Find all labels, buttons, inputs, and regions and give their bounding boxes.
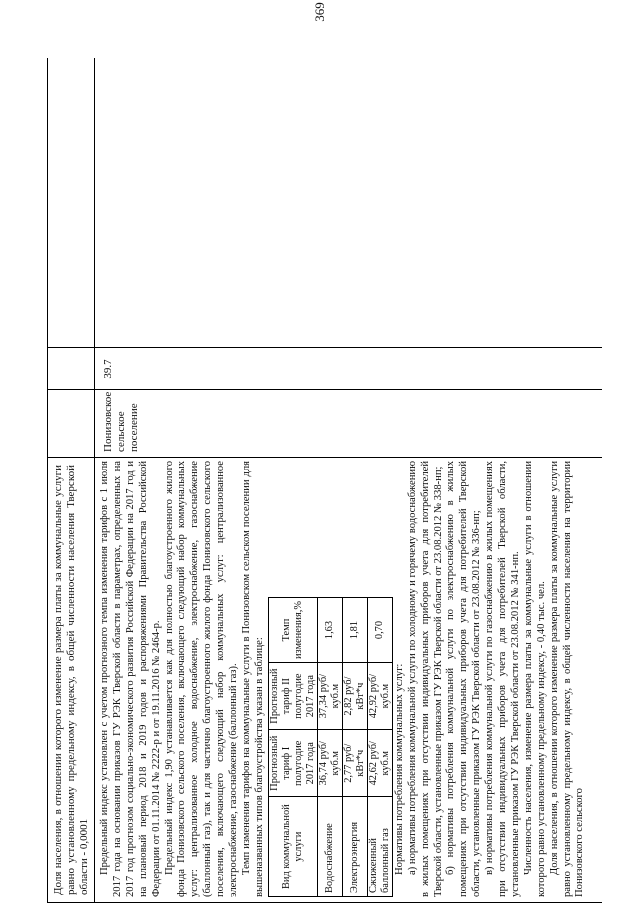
row-number: 39.7 — [102, 359, 114, 379]
table-cell: Водоснабжение — [317, 797, 342, 897]
table-row — [342, 598, 367, 897]
table-header: Прогнозный тариф II полугодие 2017 года — [268, 663, 317, 730]
document-table — [47, 58, 602, 903]
table-border-col-content — [47, 457, 602, 458]
page-number-text: 369 — [312, 2, 327, 22]
paragraph: Численность населения, изменение размера платы за коммунальные услуги в отношении которого равно установленному предельному индексу, - 0,40 тыс. чел. — [522, 461, 547, 897]
table-cell: Электроэнергия — [342, 797, 367, 897]
page-number — [304, 2, 336, 22]
table-cell: Сжиженный баллонный газ — [367, 797, 392, 897]
settlement-line: поселение — [128, 403, 140, 452]
table-row — [317, 598, 342, 897]
table-cell: 0,70 — [367, 598, 392, 663]
paragraph: Нормативы потребления коммунальных услуг: — [393, 663, 405, 875]
table-cell: 42,92 руб/куб.м — [367, 663, 392, 730]
table-header: Прогнозный тариф I полугодие 2017 года — [268, 730, 317, 797]
top-row-text: Доля населения, в отношении которого изменение размера платы за коммунальные услуги равно установленному предельному индексу, в общей численности населения Тверской области - 0,0001 — [52, 465, 90, 895]
table-cell: 2,77 руб/кВт*ч — [342, 730, 367, 797]
paragraph: б) нормативы потребления коммунальной услуги по электроснабжению в жилых помещениях при отсутствии индивидуальных приборов учета для потребителей Тверской области, установленные приказом ГУ РЭК Тверской области от 23.08.2012 № 336-нп; — [445, 461, 483, 897]
tariff-table — [268, 597, 393, 897]
table-border-bottom — [47, 347, 602, 348]
table-border-col-name — [47, 389, 602, 390]
row-divider — [94, 58, 95, 903]
paragraph: в) нормативы потребления коммунальной услуги по газоснабжению в жилых помещениях при отсутствии индивидуальных приборов учета для потребителей Тверской области, установленные приказом ГУ РЭК Тверской области от 23.08.2012 № 341-нп. — [484, 461, 521, 897]
table-cell: 37,34 руб/куб.м — [317, 663, 342, 730]
paragraph: Темп изменения тарифов на коммунальные услуги в Понизовском сельском поселении для вышеназванных типов благоустройства указан в таблице: — [240, 461, 265, 897]
paragraph: а) нормативы потребления коммунальной услуги по холодному и горячему водоснабжению в жилых помещениях при отсутствии индивидуальных приборов учета для потребителей Тверской области, установленные приказом ГУ РЭК Тверской области от 23.08.2012 № 338-нп; — [406, 461, 444, 897]
table-cell: 2,82 руб/кВт*ч — [342, 663, 367, 730]
table-border-top — [47, 902, 602, 903]
paragraph: Предельный индекс установлен с учетом прогнозного темпа изменения тарифов с 1 июля 2017 года на основании приказов ГУ РЭК Тверской области в параметрах, определенных на 2017 год прогнозом социально-экономического развития Российской Федерации на 2017 год и на плановый период 2018 и 2019 годов и распоряжениями Правительства Российской Федерации от 01.11.2014 № 2222-р и от 19.11.2016 № 2464-р. — [99, 461, 162, 897]
table-row — [367, 598, 392, 897]
row-content — [99, 461, 609, 897]
table-header: Вид коммунальной услуги — [268, 797, 317, 897]
paragraph: Доля населения, в отношении которого изменение размера платы за коммунальные услуги равно установленному предельному индексу, в общей численности населения на территории Понизовского сельского — [548, 461, 586, 897]
table-border-left — [47, 58, 48, 903]
settlement-line: Понизовское — [102, 391, 114, 452]
paragraph: Предельный индекс 1,90 устанавливается как для полностью благоустроенного жилого фонда Понизовского сельского поселения, включающего следующий набор коммунальных услуг: централизованное холодное водоснабжение, электроснабжение, газоснабжение (баллонный газ), так и для частично благоустроенного жилого фонда Понизовского сельского поселения, включающего следующий набор коммунальных услуг: централизованное электроснабжение, газоснабжение (баллонный газ). — [163, 461, 240, 897]
settlement-line: сельское — [115, 411, 127, 452]
table-header: Темп изменения,% — [268, 598, 317, 663]
table-cell: 42,62 руб/куб.м — [367, 730, 392, 797]
table-header-row — [268, 598, 317, 897]
settlement-name — [102, 391, 141, 452]
table-cell: 1,63 — [317, 598, 342, 663]
table-cell: 1,81 — [342, 598, 367, 663]
table-cell: 36,74 руб/куб.м — [317, 730, 342, 797]
